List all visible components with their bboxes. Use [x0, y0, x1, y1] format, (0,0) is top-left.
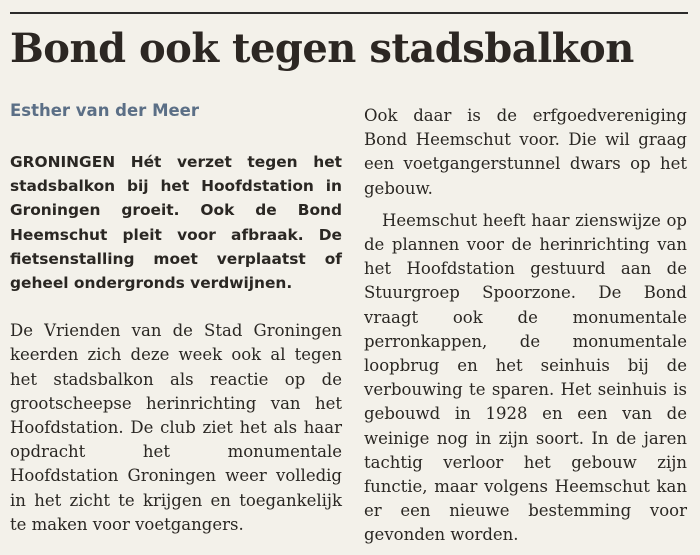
- article-author: Esther van der Meer: [10, 101, 200, 120]
- article-column-left: [10, 150, 342, 537]
- article-lead-text: Hét verzet tegen het stadsbalkon bij het Hoofdstation in Groningen groeit. Ook de Bond Heemschut pleit voor afbraak. De fietsenstalling moet verplaatst of geheel ondergronds verdwijnen.: [10, 153, 342, 293]
- article-body-paragraph: Heemschut heeft haar zienswijze op de plannen voor de herinrichting van het Hoofdstation gestuurd aan de Stuurgroep Spoorzone. De Bond vraagt ook de monumentale perronkappen, de monumentale loopbrug en het seinhuis bij de verbouwing te sparen. Het seinhuis is gebouwd in 1928 en een van de weinige nog in zijn soort. In de jaren tachtig verloor het gebouw zijn functie, maar volgens Heemschut kan er een nieuwe bestemming voor gevonden worden.: [364, 210, 687, 545]
- top-rule: [10, 12, 688, 14]
- article-dateline: GRONINGEN: [10, 153, 116, 171]
- article-headline: Bond ook tegen stadsbalkon: [10, 25, 634, 72]
- article-body-paragraph: De Vrienden van de Stad Groningen keerden zich deze week ook al tegen het stadsbalkon als reactie op de grootscheepse herinrichting van het Hoofdstation. De club ziet het als haar opdracht het monumentale Hoofdstation Groningen weer volledig in het zicht te krijgen en toegankelijk te maken voor voetgangers.: [10, 321, 342, 534]
- article-column-right: [364, 104, 687, 548]
- article-lead: [10, 150, 342, 295]
- article-body-paragraph: Ook daar is de erfgoedvereniging Bond Heemschut voor. Die wil graag een voetgangerstunnel dwars op het gebouw.: [364, 106, 687, 198]
